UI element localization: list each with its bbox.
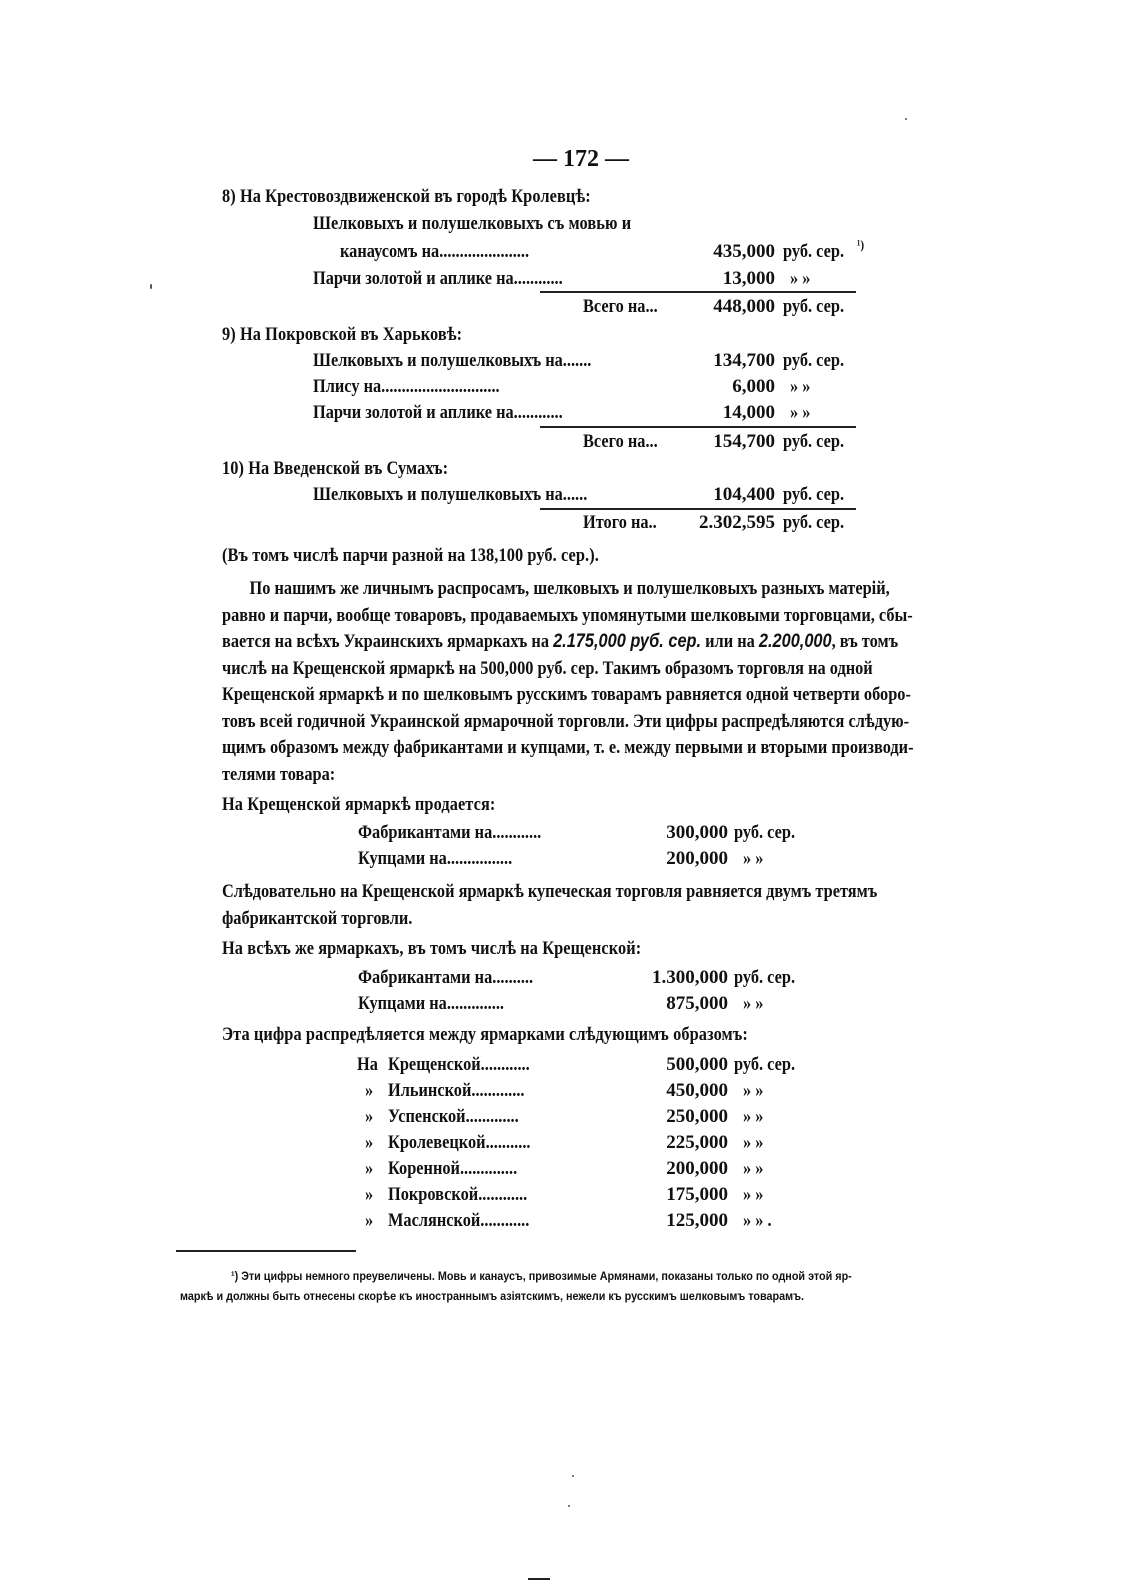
item-amount: 6,000	[732, 376, 775, 397]
para-line: щимъ образомъ между фабрикантами и купцами, т. е. между первыми и вторыми производи-	[222, 737, 914, 758]
handwritten-figure-1: 2.175,000 руб. сер.	[553, 631, 702, 652]
section-8-item-2	[0, 268, 1140, 292]
item-label: канаусомъ на......................	[340, 241, 530, 262]
row-amount: 250,000	[666, 1106, 728, 1127]
section-9-item-1	[0, 350, 1140, 374]
row-amount: 300,000	[666, 822, 728, 843]
distribution-row	[0, 1080, 1140, 1104]
para-line: фабрикантской торговли.	[222, 907, 413, 929]
grand-total	[0, 512, 1140, 536]
footnote-line: ¹) Эти цифры немного преувеличены. Мовь и канаусъ, привозимые Армянами, показаны только по одной этой яр-	[231, 1269, 852, 1283]
krechenskaya-row	[0, 848, 1140, 872]
row-amount: 175,000	[666, 1184, 728, 1205]
para-line: товъ всей годичной Украинской ярмарочной торговли. Эти цифры распредѣляются слѣдую-	[222, 710, 910, 732]
para-line: Крещенской ярмаркѣ и по шелковымъ русскимъ товарамъ равняется одной четверти оборо-	[222, 684, 911, 705]
row-unit: » »	[743, 1132, 764, 1153]
para-line: Слѣдовательно на Крещенской ярмаркѣ купеческая торговля равняется двумъ третямъ	[222, 881, 878, 902]
total-unit: руб. сер.	[783, 512, 845, 533]
row-label: Маслянской............	[388, 1210, 530, 1231]
row-label: Крещенской............	[388, 1054, 530, 1075]
item-label: Шелковыхъ и полушелковыхъ на......	[313, 484, 588, 505]
para-line: телями товара:	[222, 763, 336, 785]
item-label: Плису на.............................	[313, 376, 500, 397]
item-amount: 104,400	[713, 484, 775, 505]
row-unit: » »	[743, 1080, 764, 1101]
row-amount: 125,000	[666, 1210, 728, 1231]
row-unit: руб. сер.	[734, 967, 796, 988]
item-amount: 435,000	[713, 241, 775, 262]
row-amount: 225,000	[666, 1132, 728, 1153]
krechenskaya-row	[0, 822, 1140, 846]
total-unit: руб. сер.	[783, 431, 845, 452]
total-label: Итого на..	[583, 512, 657, 533]
scan-speck	[905, 118, 907, 120]
row-prefix: »	[365, 1210, 374, 1231]
distribution-intro: Эта цифра распредѣляется между ярмарками слѣдующимъ образомъ:	[222, 1024, 748, 1045]
item-unit: » »	[790, 402, 811, 423]
section-9-total	[0, 431, 1140, 455]
item-unit: » »	[790, 268, 811, 289]
row-amount: 200,000	[666, 848, 728, 869]
scan-speck	[568, 1505, 570, 1507]
row-prefix: »	[365, 1158, 374, 1179]
distribution-row	[0, 1210, 1140, 1234]
row-label: Фабрикантами на............	[358, 822, 542, 843]
para-line: равно и парчи, вообще товаровъ, продаваемыхъ упомянутыми шелковыми торговцами, сбы-	[222, 604, 913, 626]
para-line: числѣ на Крещенской ярмаркѣ на 500,000 руб. сер. Такимъ образомъ торговля на одной	[222, 657, 873, 679]
para-text: вается на всѣхъ Украинскихъ ярмаркахъ на	[222, 631, 550, 652]
row-unit: руб. сер.	[734, 822, 796, 843]
paragraph-conclusion	[222, 879, 1002, 932]
row-label: Коренной..............	[388, 1158, 518, 1179]
footnote-ref: ¹)	[857, 237, 865, 252]
total-amount: 2.302,595	[699, 512, 775, 533]
row-label: Купцами на..............	[358, 993, 505, 1014]
section-8-item-1	[0, 237, 1140, 265]
para-text: , въ томъ	[831, 631, 899, 652]
section-9-item-2	[0, 376, 1140, 400]
item-amount: 14,000	[722, 402, 775, 423]
section-8-item-1-label-line1: Шелковыхъ и полушелковыхъ съ мовью и	[313, 213, 632, 234]
section-9-heading: 9) На Покровской въ Харьковѣ:	[222, 324, 463, 345]
all-fairs-intro: На всѣхъ же ярмаркахъ, въ томъ числѣ на Крещенской:	[222, 938, 642, 959]
all-fairs-row	[0, 993, 1140, 1017]
row-label: Ильинской.............	[388, 1080, 525, 1101]
row-label: Покровской............	[388, 1184, 528, 1205]
item-label: Парчи золотой и аплике на............	[313, 268, 563, 289]
item-unit: руб. сер.	[783, 350, 845, 371]
section-9-item-3	[0, 402, 1140, 426]
paragraph-main	[222, 576, 1002, 788]
section-10-item-1	[0, 484, 1140, 508]
item-unit: руб. сер.	[783, 241, 845, 262]
total-amount: 154,700	[713, 431, 775, 452]
page-number: — 172 —	[533, 146, 629, 172]
footnote	[180, 1266, 922, 1306]
scan-speck	[150, 284, 152, 289]
all-fairs-row	[0, 967, 1140, 991]
distribution-row	[0, 1158, 1140, 1182]
scan-mark	[528, 1578, 550, 1580]
brocade-note: (Въ томъ числѣ парчи разной на 138,100 руб. сер.).	[222, 545, 599, 566]
row-prefix: »	[365, 1132, 374, 1153]
item-label: Шелковыхъ и полушелковыхъ на.......	[313, 350, 592, 371]
footnote-separator	[176, 1250, 356, 1252]
row-label: Успенской.............	[388, 1106, 519, 1127]
distribution-row	[0, 1132, 1140, 1156]
handwritten-figure-2: 2.200,000	[758, 631, 832, 652]
item-label: Парчи золотой и аплике на............	[313, 402, 563, 423]
row-amount: 450,000	[666, 1080, 728, 1101]
row-unit: » »	[743, 1158, 764, 1179]
distribution-row	[0, 1054, 1140, 1078]
section-8-total	[0, 296, 1140, 320]
para-line-3	[222, 629, 899, 656]
distribution-row	[0, 1184, 1140, 1208]
row-prefix: »	[365, 1106, 374, 1127]
row-unit: » »	[743, 993, 764, 1014]
section-10-heading: 10) На Введенской въ Сумахъ:	[222, 458, 449, 479]
row-label: Кролевецкой...........	[388, 1132, 531, 1153]
row-prefix: На	[357, 1054, 378, 1075]
sum-rule	[540, 426, 856, 428]
total-label: Всего на...	[583, 431, 658, 452]
row-prefix: »	[365, 1080, 374, 1101]
item-unit: руб. сер.	[783, 484, 845, 505]
krechenskaya-intro: На Крещенской ярмаркѣ продается:	[222, 794, 496, 815]
row-amount: 875,000	[666, 993, 728, 1014]
total-label: Всего на...	[583, 296, 658, 317]
para-text: или на	[701, 631, 759, 652]
row-amount: 200,000	[666, 1158, 728, 1179]
row-label: Купцами на................	[358, 848, 513, 869]
total-amount: 448,000	[713, 296, 775, 317]
row-unit: » »	[743, 848, 764, 869]
item-amount: 13,000	[722, 268, 775, 289]
para-line: По нашимъ же личнымъ распросамъ, шелковыхъ и полушелковыхъ разныхъ матерій,	[249, 578, 890, 599]
row-amount: 1.300,000	[652, 967, 728, 988]
row-label: Фабрикантами на..........	[358, 967, 534, 988]
section-8-heading: 8) На Крестовоздвиженской въ городѣ Кролевцѣ:	[222, 186, 591, 207]
scan-speck	[572, 1475, 574, 1477]
sum-rule	[540, 291, 856, 293]
row-unit: » »	[743, 1106, 764, 1127]
sum-rule	[540, 508, 856, 510]
footnote-line: маркѣ и должны быть отнесены скорѣе къ иностраннымъ азіятскимъ, нежели къ русскимъ шелковымъ товарамъ.	[180, 1289, 804, 1303]
distribution-row	[0, 1106, 1140, 1130]
total-unit: руб. сер.	[783, 296, 845, 317]
item-amount: 134,700	[713, 350, 775, 371]
row-amount: 500,000	[666, 1054, 728, 1075]
row-unit: » »	[743, 1184, 764, 1205]
row-unit: руб. сер.	[734, 1054, 796, 1075]
item-unit: » »	[790, 376, 811, 397]
row-prefix: »	[365, 1184, 374, 1205]
row-unit: » » .	[743, 1210, 772, 1231]
